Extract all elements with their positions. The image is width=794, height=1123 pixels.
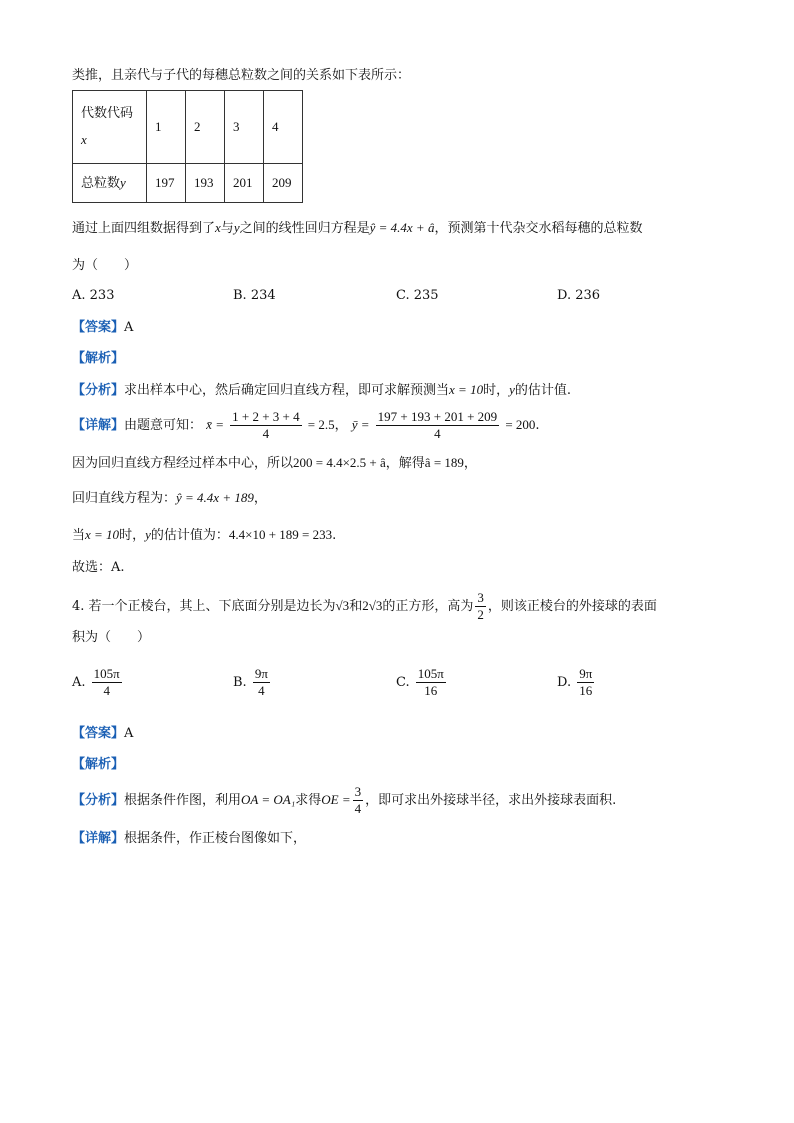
table-cell: 209 xyxy=(264,164,303,203)
fenxi-text: 求得 xyxy=(295,793,322,808)
q4-option-a xyxy=(72,666,124,699)
q4-analysis-tag xyxy=(72,755,124,775)
option-numerator: 105π xyxy=(93,666,120,681)
var-y: y xyxy=(233,220,240,235)
regression-equation: ŷ = 4.4x + â xyxy=(369,220,435,235)
sqrt3-value: √3 xyxy=(335,598,350,613)
xbar-value: = 2.5 xyxy=(307,417,335,432)
analysis-tag: 【解析】 xyxy=(72,757,125,772)
line2-text: ，解得 xyxy=(385,456,425,471)
q4-answer xyxy=(72,724,133,744)
header-x-var: x xyxy=(81,131,87,147)
q3-option-b: B. 234 xyxy=(233,288,276,303)
table-header-x xyxy=(73,91,147,164)
q3-stem-text: 通过上面四组数据得到了 xyxy=(72,221,216,236)
height-denominator: 2 xyxy=(477,607,484,622)
option-label: D. xyxy=(557,675,572,690)
q4-stem-text: ，则该正棱台的外接球的表面 xyxy=(487,599,657,614)
q3-line3: 回归直线方程为：ŷ = 4.4x + 189， xyxy=(72,490,267,506)
q3-final: 故选：A. xyxy=(72,560,125,575)
q3-fenxi xyxy=(72,380,571,401)
line4-condition: x = 10 xyxy=(85,527,120,542)
q4-stem-text: 和 xyxy=(349,599,363,614)
table-cell: 2 xyxy=(186,91,225,164)
line4-text: 时， xyxy=(119,528,146,543)
option-label: C. xyxy=(396,675,410,690)
answer-tag: 【答案】 xyxy=(72,320,125,335)
fenxi-equation: OA = OA₁ xyxy=(241,792,296,807)
q4-option-b xyxy=(233,666,272,699)
option-denominator: 4 xyxy=(258,683,265,698)
line3-equation: ŷ = 4.4x + 189 xyxy=(176,490,254,505)
option-numerator: 9π xyxy=(254,666,268,681)
option-numerator: 9π xyxy=(579,666,593,681)
q4-option-d xyxy=(557,666,596,699)
analysis-tag: 【解析】 xyxy=(72,351,125,366)
q4-xiangjie xyxy=(72,829,306,849)
xbar-denominator: 4 xyxy=(262,426,270,441)
q4-fenxi xyxy=(72,781,616,820)
option-denominator: 4 xyxy=(103,683,110,698)
fenxi-text: ，即可求出外接球半径，求出外接球表面积. xyxy=(365,793,617,808)
ybar-denominator: 4 xyxy=(434,426,441,441)
height-numerator: 3 xyxy=(477,590,484,605)
ybar-value: = 200 xyxy=(505,417,536,432)
answer-value: A xyxy=(124,320,134,335)
xiangjie-tag: 【详解】 xyxy=(72,831,125,846)
xbar-fraction xyxy=(230,409,302,442)
line4-text: 当 xyxy=(72,528,86,543)
q3-option-d: D. 236 xyxy=(557,288,601,303)
option-denominator: 16 xyxy=(579,683,593,698)
header-y-label: 总粒数 xyxy=(81,175,121,191)
intro-text: 类推，且亲代与子代的每穗总粒数之间的关系如下表所示： xyxy=(72,68,411,83)
table-cell: 4 xyxy=(264,91,303,164)
table-cell: 197 xyxy=(147,164,186,203)
q3-line2: 因为回归直线方程经过样本中心，所以200 = 4.4×2.5 + â，解得â = 189， xyxy=(72,455,477,471)
q3-option-c: C. 235 xyxy=(396,288,439,303)
xbar-label: x̄ = xyxy=(206,417,224,432)
q3-stem-end: 为（ ） xyxy=(72,258,138,273)
table-header-y xyxy=(73,164,147,203)
answer-value: A xyxy=(124,726,134,741)
table-cell: 201 xyxy=(225,164,264,203)
table-cell: 3 xyxy=(225,91,264,164)
fenxi-tag: 【分析】 xyxy=(72,383,125,398)
option-numerator: 105π xyxy=(417,666,444,681)
xbar-numerator: 1 + 2 + 3 + 4 xyxy=(232,409,300,424)
line4-equation: 4.4×10 + 189 = 233 xyxy=(228,527,333,542)
fenxi-tag: 【分析】 xyxy=(72,793,125,808)
height-fraction xyxy=(475,590,486,623)
ybar-fraction xyxy=(376,409,500,442)
option-label: A. xyxy=(72,675,86,690)
option-fraction xyxy=(253,666,270,699)
line3-text: 回归直线方程为： xyxy=(72,491,177,506)
fenxi-text: 的估计值. xyxy=(514,383,572,398)
table-row-y xyxy=(73,164,303,203)
q4-option-c xyxy=(396,666,448,699)
option-fraction xyxy=(577,666,594,699)
var-x: x xyxy=(215,220,221,235)
q3-xiangjie: 【详解】由题意可知： x̄ = $\frac{1 + 2 + 3 + 4}{4}$ = 2.5， ȳ = $\frac{197 + 193 + 201 + 209}{4}$ = 200. xyxy=(72,409,540,441)
oe-numerator: 3 xyxy=(354,784,362,799)
option-denominator: 16 xyxy=(424,683,438,698)
q3-line4: 当x = 10时，y的估计值为：4.4×10 + 189 = 233. xyxy=(72,527,337,543)
ybar-numerator: 197 + 193 + 201 + 209 xyxy=(377,409,498,424)
q3-stem-text: 之间的线性回归方程是 xyxy=(239,221,370,236)
xiangjie-text: 根据条件，作正棱台图像如下， xyxy=(124,831,307,846)
var-y: y xyxy=(509,382,515,397)
oe-denominator: 4 xyxy=(354,801,362,816)
data-table xyxy=(72,90,303,203)
q4-stem xyxy=(72,588,657,625)
line2-equation: 200 = 4.4×2.5 + â xyxy=(293,455,386,470)
xiangjie-tag: 【详解】 xyxy=(72,418,125,433)
option-fraction xyxy=(416,666,446,699)
q3-stem-text: ，预测第十代杂交水稻每穗的总粒数 xyxy=(434,221,643,236)
option-label: B. xyxy=(233,675,247,690)
q4-stem-end: 积为（ ） xyxy=(72,630,151,645)
fenxi-text: 时， xyxy=(483,383,510,398)
var-y: y xyxy=(145,527,151,542)
sqrt3-value: √3 xyxy=(368,598,383,613)
q4-stem-text: 4. 若一个正棱台，其上、下底面分别是边长为 xyxy=(72,599,336,614)
fenxi-oe: OE = xyxy=(321,792,351,807)
option-fraction xyxy=(92,666,122,699)
q3-analysis-tag xyxy=(72,349,124,369)
q4-stem-text: 的正方形，高为 xyxy=(382,599,474,614)
q3-answer xyxy=(72,318,133,338)
header-y-var: y xyxy=(120,174,126,190)
oe-fraction xyxy=(353,784,364,817)
table-row-x xyxy=(73,91,303,164)
coefficient-two: 2 xyxy=(362,598,369,613)
table-cell: 193 xyxy=(186,164,225,203)
ybar-label: ȳ = xyxy=(351,417,370,432)
fenxi-text: 根据条件作图，利用 xyxy=(124,793,242,808)
xiangjie-text: 由题意可知： xyxy=(124,418,203,433)
table-cell: 1 xyxy=(147,91,186,164)
line2-result: â = 189 xyxy=(424,455,464,470)
q3-option-a: A. 233 xyxy=(72,288,115,303)
answer-tag: 【答案】 xyxy=(72,726,125,741)
q3-stem-text: 与 xyxy=(220,221,234,236)
fenxi-condition: x = 10 xyxy=(449,382,484,397)
fenxi-text: 求出样本中心，然后确定回归直线方程，即可求解预测当 xyxy=(124,383,450,398)
line4-text: 的估计值为： xyxy=(150,528,229,543)
line2-text: 因为回归直线方程经过样本中心，所以 xyxy=(72,456,294,471)
header-x-label: 代数代码 xyxy=(81,105,134,121)
q3-stem xyxy=(72,218,642,239)
